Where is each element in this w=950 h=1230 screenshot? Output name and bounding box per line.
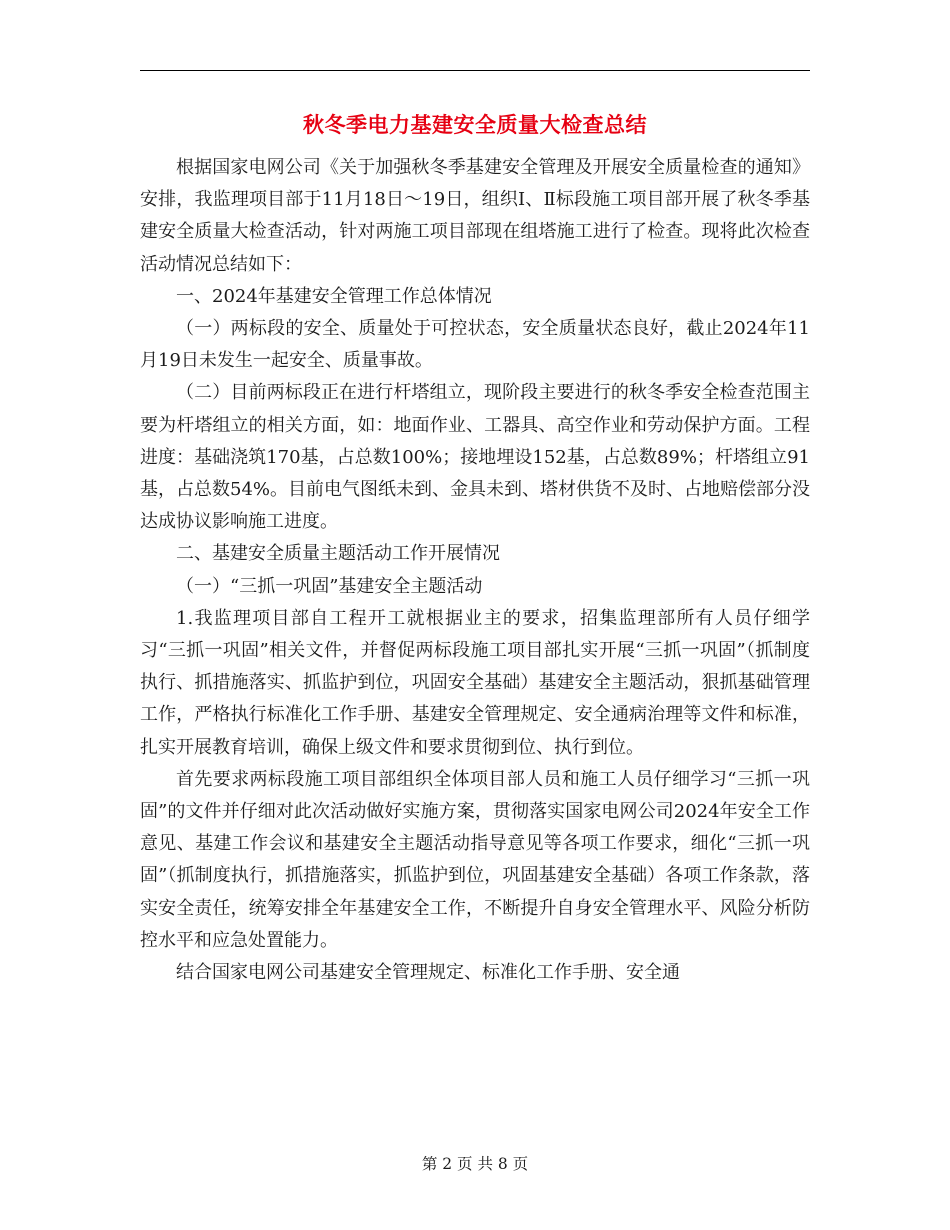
paragraph-intro: 根据国家电网公司《关于加强秋冬季基建安全管理及开展安全质量检查的通知》安排，我监理项目部于11月18日～19日，组织Ⅰ、Ⅱ标段施工项目部开展了秋冬季基建安全质量大检查活动，针对两施工项目部现在组塔施工进行了检查。现将此次检查活动情况总结如下：	[140, 157, 810, 275]
subsection-heading: （一）“三抓一巩固”基建安全主题活动	[176, 575, 483, 597]
paragraph-requirements: 首先要求两标段施工项目部组织全体项目部人员和施工人员仔细学习“三抓一巩固”的文件并仔细对此次活动做好实施方案，贯彻落实国家电网公司2024年安全工作意见、基建工作会议和基建安全主题活动指导意见等各项工作要求，细化“三抓一巩固”（抓制度执行，抓措施落实，抓监护到位，巩固基建安全基础）各项工作条款，落实安全责任，统筹安排全年基建安全工作，不断提升自身安全管理水平、风险分析防控水平和应急处置能力。	[140, 768, 810, 951]
document-title: 秋冬季电力基建安全质量大检查总结	[303, 112, 647, 137]
document-body	[140, 152, 810, 989]
section-heading-2: 二、基建安全质量主题活动工作开展情况	[176, 543, 500, 565]
paragraph-status: （一）两标段的安全、质量处于可控状态，安全质量状态良好，截止2024年11月19日未发生一起安全、质量事故。	[140, 318, 810, 372]
paragraph-item-1: 1.我监理项目部自工程开工就根据业主的要求，招集监理部所有人员仔细学习“三抓一巩固”相关文件，并督促两标段施工项目部扎实开展“三抓一巩固”（抓制度执行、抓措施落实、抓监护到位，巩固安全基础）基建安全主题活动，狠抓基础管理工作，严格执行标准化工作手册、基建安全管理规定、安全通病治理等文件和标准，扎实开展教育培训，确保上级文件和要求贯彻到位、执行到位。	[140, 607, 810, 758]
page-footer: 第 2 页 共 8 页	[421, 1155, 529, 1173]
header-rule	[140, 70, 810, 71]
paragraph-progress: （二）目前两标段正在进行杆塔组立，现阶段主要进行的秋冬季安全检查范围主要为杆塔组立的相关方面，如：地面作业、工器具、高空作业和劳动保护方面。工程进度：基础浇筑170基，占总数100%；接地埋设152基，占总数89%；杆塔组立91基，占总数54%。目前电气图纸未到、金具未到、塔材供货不及时、占地赔偿部分没达成协议影响施工进度。	[140, 382, 811, 533]
section-heading-1: 一、2024年基建安全管理工作总体情况	[176, 285, 492, 307]
paragraph-continued: 结合国家电网公司基建安全管理规定、标准化工作手册、安全通	[176, 962, 680, 984]
